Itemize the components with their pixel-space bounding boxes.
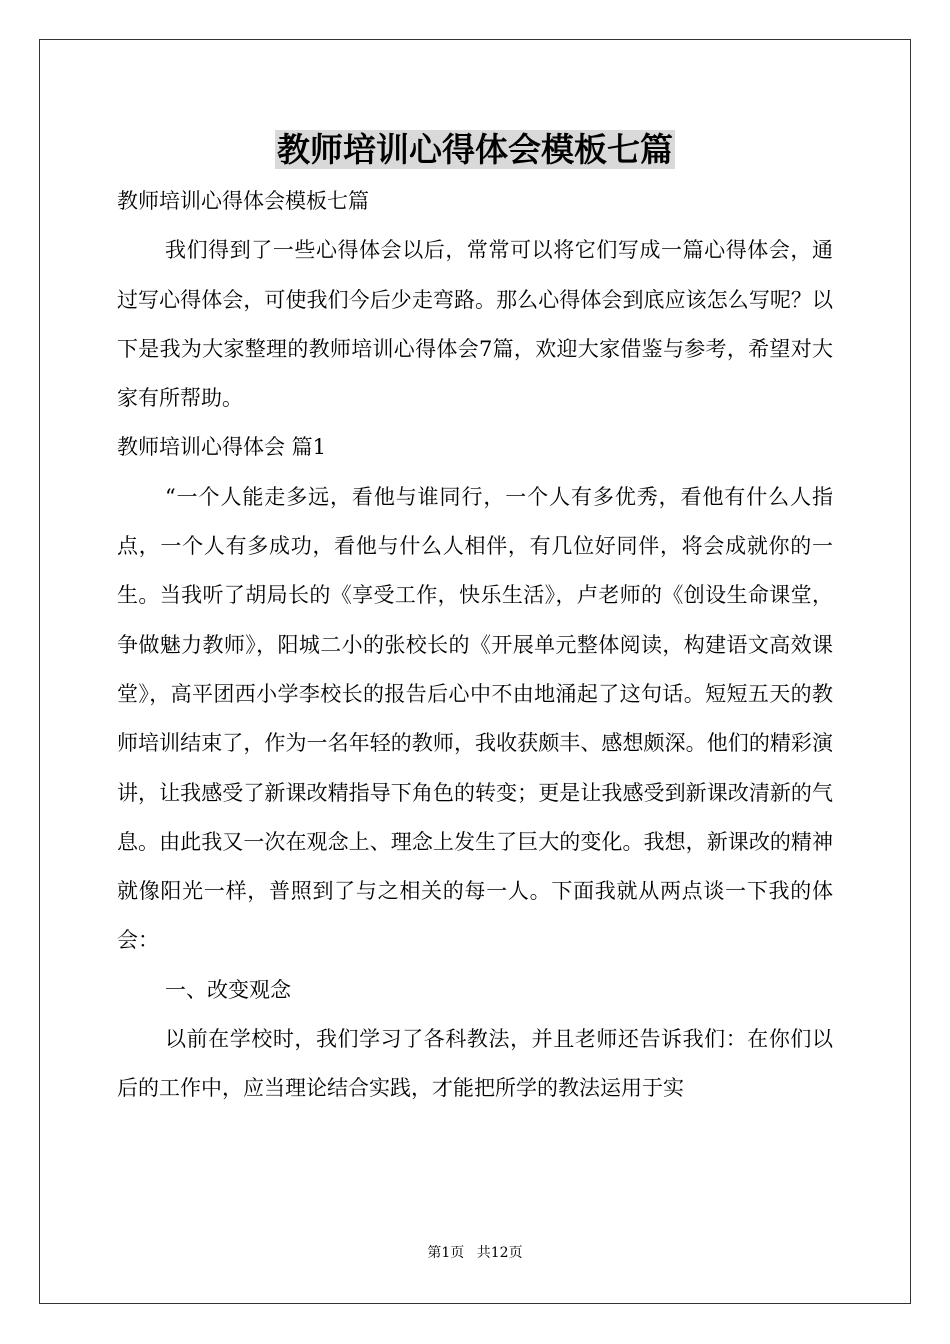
document-title-text: 教师培训心得体会模板七篇 (277, 130, 673, 169)
document-title (0, 128, 950, 172)
body-paragraph: 以前在学校时，我们学习了各科教法，并且老师还告诉我们：在你们以后的工作中，应当理论结合实践，才能把所学的教法运用于实 (117, 1027, 833, 1101)
document-body (117, 177, 833, 1114)
intro-paragraph: 我们得到了一些心得体会以后，常常可以将它们写成一篇心得体会，通过写心得体会，可使我们今后少走弯路。那么心得体会到底应该怎么写呢？以下是我为大家整理的教师培训心得体会7篇，欢迎大家借鉴与参考，希望对大家有所帮助。 (117, 238, 833, 411)
page-footer (0, 1242, 950, 1262)
body-paragraph: “一个人能走多远，看他与谁同行，一个人有多优秀，看他有什么人指点，一个人有多成功，看他与什么人相伴，有几位好同伴，将会成就你的一生。当我听了胡局长的《享受工作，快乐生活》，卢老师的《创设生命课堂，争做魅力教师》，阳城二小的张校长的《开展单元整体阅读，构建语文高效课堂》，高平团西小学李校长的报告后心中不由地涌起了这句话。短短五天的教师培训结束了，作为一名年轻的教师，我收获颇丰、感想颇深。他们的精彩演讲，让我感受了新课改精指导下角色的转变；更是让我感受到新课改清新的气息。由此我又一次在观念上、理念上发生了巨大的变化。我想，新课改的精神就像阳光一样，普照到了与之相关的每一人。下面我就从两点谈一下我的体会： (117, 484, 833, 953)
section-heading: 教师培训心得体会 篇1 (117, 435, 327, 460)
subheading: 一、改变观念 (165, 977, 291, 1002)
page-total: 共12页 (476, 1245, 523, 1261)
document-subtitle: 教师培训心得体会模板七篇 (117, 189, 369, 213)
page-number: 第1页 (427, 1245, 465, 1261)
